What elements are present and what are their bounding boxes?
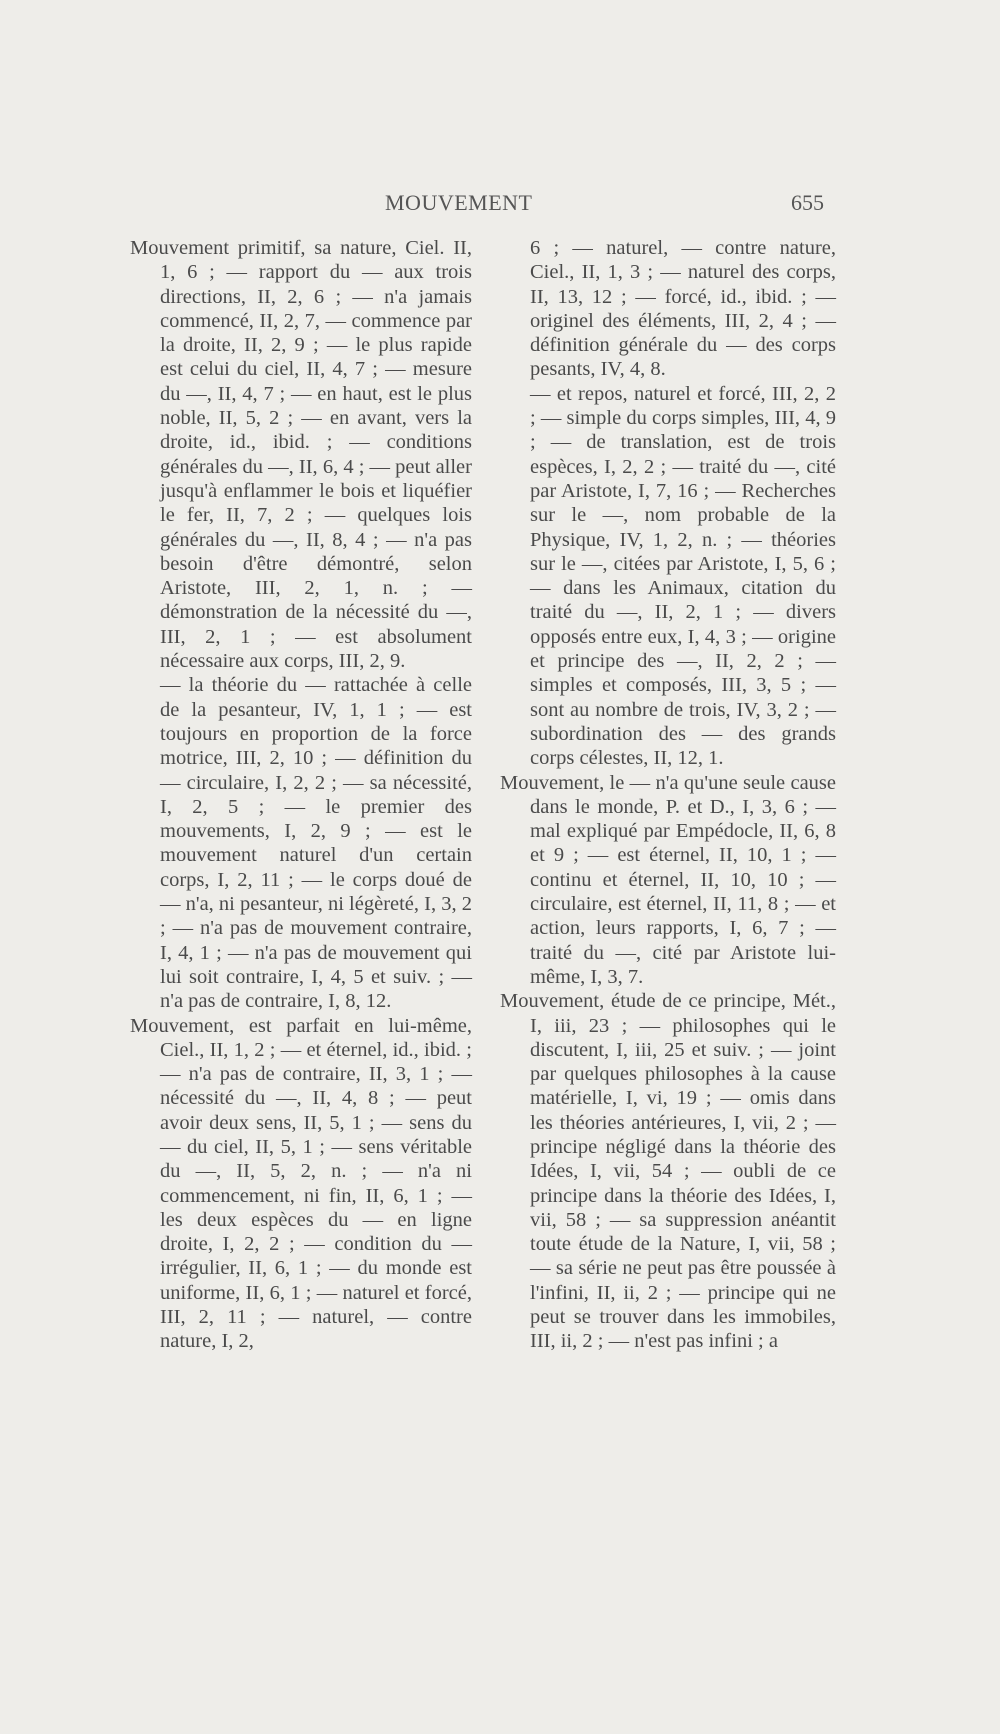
- index-subentry: — et repos, naturel et forcé, III, 2, 2 ; — simple du corps simples, III, 4, 9 ; — de translation, est de trois espèces, I, 2, 2 ; — traité du —, cité par Aristote, I, 7, 16 ; — Recherches sur le —, nom probable de la Physique, IV, 1, 2, n. ; — théories sur le —, citées par Aristote, I, 5, 6 ; — dans les Animaux, citation du traité du —, II, 2, 1 ; — divers opposés entre eux, I, 4, 3 ; — origine et principe des —, II, 2, 2 ; — simples et composés, III, 3, 5 ; — sont au nombre de trois, IV, 3, 2 ; — subordination des — des grands corps célestes, II, 12, 1.: [530, 382, 836, 770]
- index-subentry: — la théorie du — rattachée à celle de la pesanteur, IV, 1, 1 ; — est toujours en proportion de la force motrice, III, 2, 10 ; — définition du — circulaire, I, 2, 2 ; — sa nécessité, I, 2, 5 ; — le premier des mouvements, I, 2, 9 ; — est le mouvement naturel d'un certain corps, I, 2, 11 ; — le corps doué de — n'a, ni pesanteur, ni légèreté, I, 3, 2 ; — n'a pas de mouvement contraire, I, 4, 1 ; — n'a pas de mouvement qui lui soit contraire, I, 4, 5 et suiv. ; — n'a pas de contraire, I, 8, 12.: [160, 674, 472, 1013]
- index-entry: Mouvement, est parfait en lui-même, Ciel., II, 1, 2 ; — et éternel, id., ibid. ; — n'a pas de contraire, II, 3, 1 ; — nécessité du —, II, 4, 8 ; — peut avoir deux sens, II, 5, 1 ; — sens du — du ciel, II, 5, 1 ; — sens véritable du —, II, 5, 2, n. ; — n'a ni commencement, ni fin, II, 6, 1 ; — les deux espèces du — en ligne droite, I, 2, 2 ; — condition du — irrégulier, II, 6, 1 ; — du monde est uniforme, II, 6, 1 ; — naturel et forcé, III, 2, 11 ; — naturel, — contre nature, I, 2,: [130, 1014, 472, 1353]
- index-entry: Mouvement primitif, sa nature, Ciel. II, 1, 6 ; — rapport du — aux trois directions, II, 2, 6 ; — n'a jamais commencé, II, 2, 7, — commence par la droite, II, 2, 9 ; — le plus rapide est celui du ciel, II, 4, 7 ; — mesure du —, II, 4, 7 ; — en haut, est le plus noble, II, 5, 2 ; — en avant, vers la droite, id., ibid. ; — conditions générales du —, II, 6, 4 ; — peut aller jusqu'à enflammer le bois et liquéfier le fer, II, 7, 2 ; — quelques lois générales du —, II, 8, 4 ; — n'a pas besoin d'être démontré, selon Aristote, III, 2, 1, n. ; — démonstration de la nécessité du —, III, 2, 1 ; — est absolument nécessaire aux corps, III, 2, 9.: [130, 237, 472, 673]
- index-entry: Mouvement, étude de ce principe, Mét., I, iii, 23 ; — philosophes qui le discutent, I, iii, 25 et suiv. ; — joint par quelques philosophes à la cause matérielle, I, vi, 19 ; — omis dans les théories antérieures, I, vii, 2 ; — principe négligé dans la théorie des Idées, I, vii, 54 ; — oubli de ce principe dans la théorie des Idées, I, vii, 58 ; — sa suppression anéantit toute étude de la Nature, I, vii, 58 ; — sa série ne peut pas être poussée à l'infini, II, ii, 2 ; — principe qui ne peut se trouver dans les immobiles, III, ii, 2 ; — n'est pas infini ; a: [500, 990, 836, 1353]
- right-column: [500, 236, 836, 1354]
- left-column: [130, 236, 472, 1354]
- page-number: 655: [791, 190, 824, 215]
- running-header: [0, 190, 1000, 220]
- index-entry-continuation: 6 ; — naturel, — contre nature, Ciel., II, 1, 3 ; — naturel des corps, II, 13, 12 ; — forcé, id., ibid. ; — originel des éléments, III, 2, 4 ; — définition générale du — des corps pesants, IV, 4, 8.: [530, 237, 836, 381]
- page-title: MOUVEMENT: [385, 190, 533, 215]
- index-entry: Mouvement, le — n'a qu'une seule cause dans le monde, P. et D., I, 3, 6 ; — mal expliqué par Empédocle, II, 6, 8 et 9 ; — est éternel, II, 10, 1 ; — continu et éternel, II, 10, 10 ; — circulaire, est éternel, II, 11, 8 ; — et action, leurs rapports, I, 6, 7 ; — traité du —, cité par Aristote lui-même, I, 3, 7.: [500, 771, 836, 988]
